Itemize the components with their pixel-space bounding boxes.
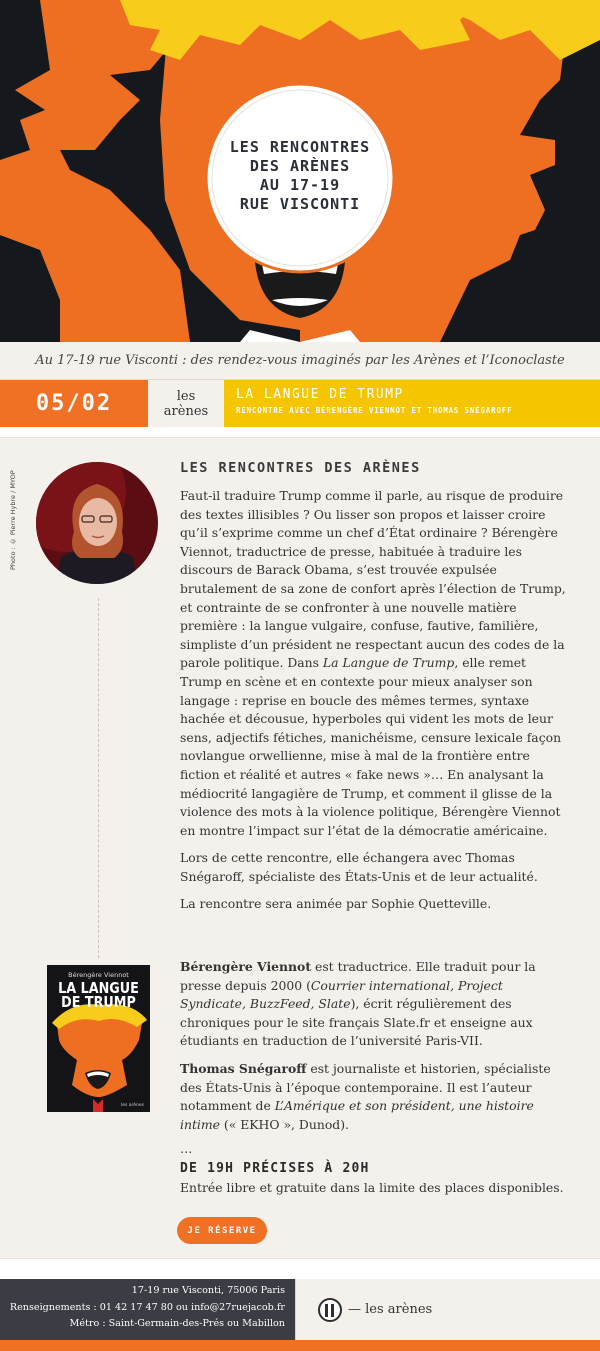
description-paragraph: Lors de cette rencontre, elle échangera avec Thomas Snégaroff, spécialiste des États-Unis et de leur actualité. <box>180 850 538 884</box>
author-name: Bérengère Viennot <box>180 959 312 974</box>
book-title-line: DE TRUMP <box>61 993 136 1011</box>
arenes-logo-icon <box>318 1298 342 1322</box>
footer <box>0 1279 600 1340</box>
book-title-italic: La Langue de Trump <box>322 655 455 671</box>
publications-italic: Courrier international, Project Syndicate, BuzzFeed, Slate <box>180 977 503 1012</box>
event-info <box>224 380 600 427</box>
ellipsis: … <box>180 1141 193 1157</box>
footer-phone-email[interactable]: Renseignements : 01 42 17 47 80 ou info@27ruejacob.fr <box>9 1301 285 1313</box>
hero-title-line: LES RENCONTRES <box>229 138 371 156</box>
text-span: , elle remet Trump en scène et en contexte pour mieux analyser son langage : reprise en boucle des mêmes termes, syntaxe hachée et décousue, hyperboles qui vident les mots de leur sens, adjectifs fétiches, manichéisme, censure lexicale façon novlangue orwellienne, mise à mal de la frontière entre fiction et réalité et autres « fake news »… En analysant la médiocrité langagière de Trump, et comment il glisse de la violence des mots à la violence politique, Bérengère Viennot en montre l’impact sur l’état de la démocratie américaine. <box>180 655 562 838</box>
author-name: Thomas Snégaroff <box>180 1060 307 1076</box>
hero-title-line: RUE VISCONTI <box>239 195 361 213</box>
event-bar <box>0 380 600 427</box>
hero-banner <box>0 0 600 342</box>
footer-brand-area[interactable] <box>295 1279 600 1340</box>
publisher-logo[interactable] <box>148 380 224 427</box>
tagline: Au 17-19 rue Visconti : des rendez-vous imaginés par les Arènes et l’Iconoclaste <box>0 342 600 380</box>
footer-address: 17-19 rue Visconti, 75006 Paris <box>131 1285 285 1296</box>
text-span: Faut-il traduire Trump comme il parle, au risque de produire des textes illisibles ? Ou lisser son propos et laisser croire qu’il s’exprime comme un chef d’État ordinaire ? Bérengère Viennot, traductrice de presse, habituée à traduire les discours de Barack Obama, s’est trouvée expulsée brutalement de sa zone de confort après l’élection de Trump, et contrainte de se confronter à une nouvelle matière première : la langue vulgaire, confuse, fautive, familière, simpliste d’un président ne respectant aucun des codes de la parole politique. Dans <box>180 488 566 671</box>
hero-title <box>210 101 390 251</box>
main-content <box>0 437 600 1259</box>
publisher-line: arènes <box>163 403 209 419</box>
photo-credit: Photo : © Pierre Hybre / MYOP <box>9 470 17 570</box>
book-title <box>55 981 143 1009</box>
divider-line <box>98 598 99 958</box>
portrait-image <box>36 462 158 584</box>
bio-section <box>180 958 570 1195</box>
text-span: est traductrice. Elle traduit pour la presse depuis 2000 ( <box>180 959 536 993</box>
event-subtitle: RENCONTRE AVEC BÉRENGÈRE VIENNOT ET THOMAS SNÉGAROFF <box>236 406 513 415</box>
text-span: (« EKHO », Dunod). <box>219 1116 349 1132</box>
event-date: 05/02 <box>0 380 148 427</box>
description-paragraph: La rencontre sera animée par Sophie Quetteville. <box>180 896 492 912</box>
footer-brand: — les arènes <box>348 1302 433 1317</box>
book-title-italic: L’Amérique et son président, une histoire intime <box>180 1098 534 1132</box>
text-span: ), écrit régulièrement des chroniques pour le site français Slate.fr et enseigne aux étudiants en traduction de l’université Paris-VII. <box>180 996 533 1049</box>
hero-title-line: AU 17-19 <box>259 176 341 194</box>
book-author: Bérengère Viennot <box>68 971 129 979</box>
event-times: DE 19H PRÉCISES À 20H <box>180 1161 370 1177</box>
entry-info: Entrée libre et gratuite dans la limite des places disponibles. <box>180 1180 564 1196</box>
bottom-accent-strip <box>0 1340 600 1351</box>
description-paragraph <box>180 487 570 840</box>
publisher-line: les <box>176 388 196 404</box>
footer-contact <box>0 1279 295 1340</box>
reserve-button[interactable]: JE RÉSERVE <box>177 1217 267 1244</box>
footer-metro: Métro : Saint-Germain-des-Prés ou Mabillon <box>69 1318 285 1329</box>
description-section <box>180 460 570 923</box>
book-publisher: les arènes <box>120 1103 144 1108</box>
bio-paragraph <box>180 958 570 1051</box>
hero-title-line: DES ARÈNES <box>249 157 351 175</box>
book-title-line: LA LANGUE <box>58 979 139 997</box>
section-heading: LES RENCONTRES DES ARÈNES <box>180 460 421 476</box>
text-span: est journaliste et historien, spécialiste des États-Unis à l’époque contemporaine. Il est l’auteur notamment de <box>180 1060 551 1114</box>
book-cover <box>47 965 150 1112</box>
bio-paragraph <box>180 1060 570 1134</box>
event-title: LA LANGUE DE TRUMP <box>236 387 404 402</box>
author-portrait <box>36 462 158 584</box>
